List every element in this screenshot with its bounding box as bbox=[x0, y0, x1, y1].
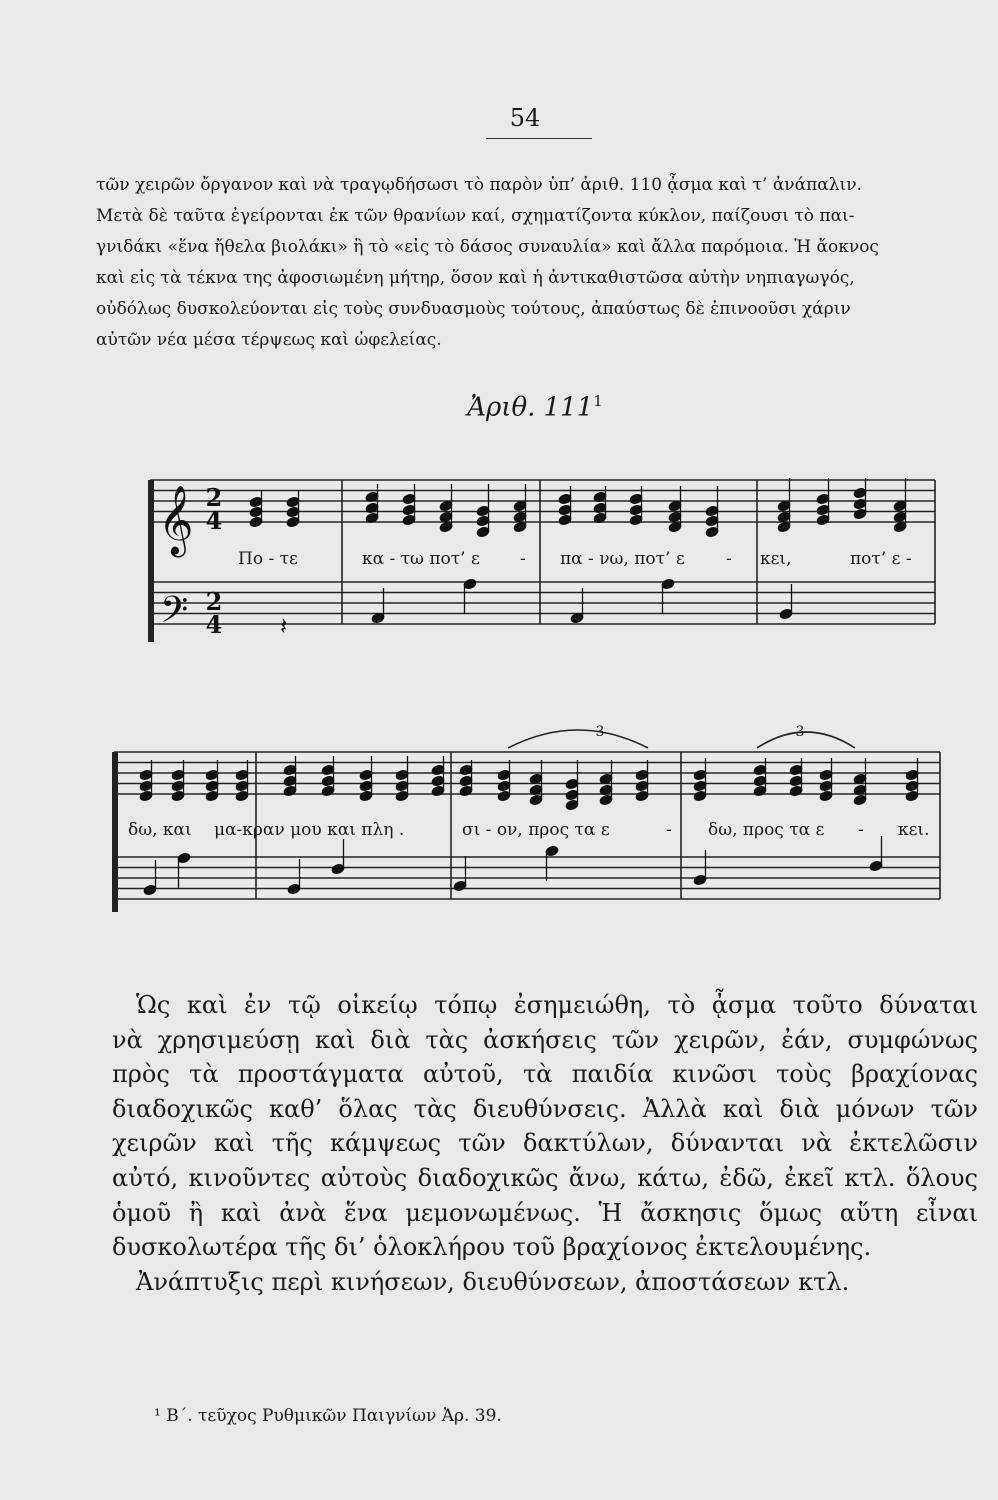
intro-line: οὐδόλως δυσκολεύονται εἰς τοὺς συνδυασμοὺς τούτους, ἀπαύστως δὲ ἐπινοοῦσι χάριν bbox=[96, 299, 851, 319]
lyric-syllable: - bbox=[858, 820, 864, 840]
clefs bbox=[158, 485, 193, 640]
bass-clef-icon: 𝄢 bbox=[160, 589, 189, 640]
intro-line: καὶ εἰς τὰ τέκνα της ἀφοσιωμένη μήτηρ, ὅσον καὶ ἡ ἀντικαθιστῶσα αὐτὴν νηπιαγωγός, bbox=[96, 268, 855, 288]
system1-bracket bbox=[148, 480, 154, 642]
lyric-syllable: ποτ’ ε - bbox=[850, 549, 912, 569]
time-sig-bass-bottom: 4 bbox=[205, 610, 223, 639]
intro-line: αὐτῶν νέα μέσα τέρψεως καὶ ὠφελείας. bbox=[96, 330, 442, 350]
lyric-syllable: Πο - τε bbox=[238, 549, 298, 569]
intro-line: Μετὰ δὲ ταῦτα ἐγείρονται ἐκ τῶν θρανίων καί, σχηματίζοντα κύκλον, παίζουσι τὸ παι- bbox=[96, 206, 855, 226]
main-line: νὰ χρησιμεύσῃ καὶ διὰ τὰς ἀσκήσεις τῶν χειρῶν, ἐάν, συμφώνως bbox=[112, 1025, 978, 1054]
system2-bracket bbox=[112, 752, 118, 912]
time-sig-treble-top: 2 bbox=[205, 483, 223, 512]
treble-clef-icon: 𝄞 bbox=[158, 485, 194, 555]
time-sig-treble-bottom: 4 bbox=[205, 506, 223, 535]
main-line: χειρῶν καὶ τῆς κάμψεως τῶν δακτύλων, δύνανται νὰ ἐκτελῶσιν bbox=[112, 1129, 978, 1158]
main-line: διαδοχικῶς καθ’ ὅλας τὰς διευθύνσεις. Ἀλλὰ καὶ διὰ μόνων τῶν bbox=[112, 1094, 978, 1123]
lyric-syllable: - bbox=[520, 549, 526, 569]
intro-line: τῶν χειρῶν ὄργανον καὶ νὰ τραγῳδήσωσι τὸ παρὸν ὑπ’ ἀριθ. 110 ᾆσμα καὶ τ’ ἀνάπαλιν. bbox=[96, 175, 862, 195]
time-sig-bass-top: 2 bbox=[205, 587, 223, 616]
intro-line: γνιδάκι «ἕνα ἤθελα βιολάκι» ἢ τὸ «εἰς τὸ δάσος συναυλία» καὶ ἄλλα παρόμοια. Ἡ ἄοκνος bbox=[96, 237, 879, 257]
lyric-syllable: δω, και bbox=[128, 820, 192, 840]
lyric-syllable: δω, προς τα ε bbox=[708, 820, 825, 840]
lyric-syllable: πα - νω, ποτ’ ε bbox=[560, 549, 685, 569]
main-line: δυσκολωτέρα τῆς δι’ ὁλοκλήρου τοῦ βραχίονος ἐκτελουμένης. bbox=[112, 1233, 872, 1262]
footnote-marker: 1 bbox=[593, 392, 603, 410]
triplet-mark: 3 bbox=[795, 724, 805, 740]
lyric-syllable: κα - τω ποτ’ ε bbox=[362, 549, 480, 569]
main-line: Ὡς καὶ ἐν τῷ οἰκείῳ τόπῳ ἐσημειώθη, τὸ ᾆσμα τοῦτο δύναται bbox=[136, 991, 978, 1019]
lyric-syllable: μα-κραν μου και πλη . bbox=[214, 820, 405, 840]
main-line: αὐτό, κινοῦντες αὐτοὺς διαδοχικῶς ἄνω, κάτω, ἐδῶ, ἐκεῖ κτλ. ὅλους bbox=[112, 1163, 978, 1192]
lyric-syllable: - bbox=[726, 549, 732, 569]
footnote: ¹ Β΄. τεῦχος Ρυθμικῶν Παιγνίων Ἀρ. 39. bbox=[154, 1406, 502, 1426]
lyric-syllable: κει, bbox=[760, 549, 792, 569]
slur-2 bbox=[757, 732, 855, 748]
system-brackets bbox=[112, 480, 154, 912]
time-signatures bbox=[206, 483, 223, 639]
triplet-mark: 3 bbox=[595, 724, 605, 740]
main-line: πρὸς τὰ προστάγματα αὐτοῦ, τὰ παιδία κινῶσι τοὺς βραχίονας bbox=[112, 1060, 978, 1089]
lyric-syllable: σι - ον, προς τα ε bbox=[462, 820, 610, 840]
quarter-rest-icon: 𝄽 bbox=[280, 612, 288, 640]
main-paragraph bbox=[112, 988, 978, 1299]
lyric-syllable: - bbox=[666, 820, 672, 840]
main-line: ὁμοῦ ἢ καὶ ἀνὰ ἕνα μεμονωμένως. Ἡ ἄσκησις ὅμως αὕτη εἶναι bbox=[112, 1198, 978, 1227]
main-line: Ἀνάπτυξις περὶ κινήσεων, διευθύνσεων, ἀποστάσεων κτλ. bbox=[136, 1267, 850, 1296]
slur-1 bbox=[508, 730, 648, 748]
lyric-syllable: κει. bbox=[898, 820, 930, 840]
song-title: Ἀριθ. 111 bbox=[467, 392, 594, 423]
triplet-marks bbox=[596, 724, 805, 740]
page-number: 54 bbox=[509, 104, 541, 132]
